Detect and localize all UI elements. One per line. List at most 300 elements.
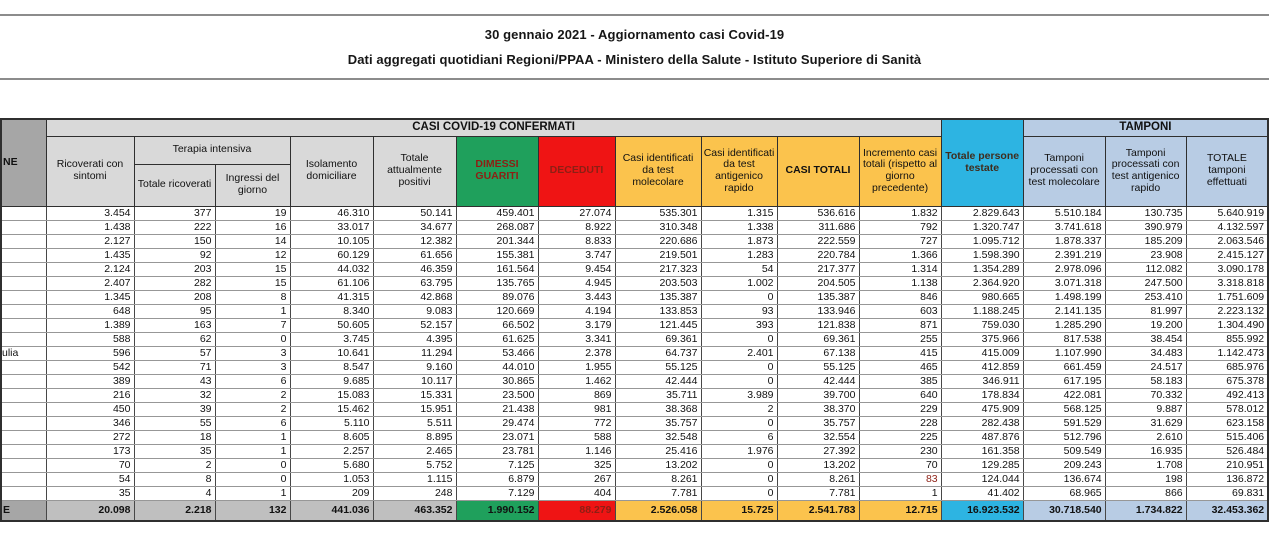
data-cell: 1.188.245 (941, 304, 1023, 318)
data-cell: 29.474 (456, 416, 538, 430)
data-cell: 32.554 (777, 430, 859, 444)
data-cell: 3.341 (538, 332, 615, 346)
data-cell: 817.538 (1023, 332, 1105, 346)
data-cell: 512.796 (1023, 430, 1105, 444)
data-cell: 35 (134, 444, 215, 458)
data-cell: 4.395 (373, 332, 456, 346)
region-label (1, 458, 46, 472)
data-cell: 5.511 (373, 416, 456, 430)
data-cell: 7 (215, 318, 290, 332)
data-cell: 61.106 (290, 276, 373, 290)
data-cell: 204.505 (777, 276, 859, 290)
data-cell: 15.951 (373, 402, 456, 416)
data-cell: 58.183 (1105, 374, 1186, 388)
data-cell: 5.510.184 (1023, 206, 1105, 220)
data-cell: 2.124 (46, 262, 134, 276)
data-cell: 492.413 (1186, 388, 1268, 402)
data-cell: 1.107.990 (1023, 346, 1105, 360)
data-cell: 130.735 (1105, 206, 1186, 220)
data-cell: 53.466 (456, 346, 538, 360)
data-cell: 11.294 (373, 346, 456, 360)
data-cell: 81.997 (1105, 304, 1186, 318)
data-cell: 282 (134, 276, 215, 290)
data-cell: 603 (859, 304, 941, 318)
data-cell: 23.500 (456, 388, 538, 402)
data-cell: 70 (46, 458, 134, 472)
data-cell: 124.044 (941, 472, 1023, 486)
data-cell: 23.908 (1105, 248, 1186, 262)
data-cell: 588 (538, 430, 615, 444)
data-cell: 220.784 (777, 248, 859, 262)
data-cell: 150 (134, 234, 215, 248)
data-cell: 869 (538, 388, 615, 402)
total-row (1, 500, 1268, 521)
data-cell: 6 (701, 430, 777, 444)
data-cell: 1 (215, 430, 290, 444)
data-cell: 228 (859, 416, 941, 430)
total-cell: 16.923.532 (941, 500, 1023, 521)
data-cell: 83 (859, 472, 941, 486)
data-cell: 1.115 (373, 472, 456, 486)
data-cell: 393 (701, 318, 777, 332)
data-cell: 129.285 (941, 458, 1023, 472)
data-cell: 8.922 (538, 220, 615, 234)
region-label (1, 332, 46, 346)
data-cell: 475.909 (941, 402, 1023, 416)
data-cell: 222.559 (777, 234, 859, 248)
data-cell: 2 (134, 458, 215, 472)
data-cell: 66.502 (456, 318, 538, 332)
data-cell: 1.878.337 (1023, 234, 1105, 248)
data-cell: 216 (46, 388, 134, 402)
data-cell: 0 (701, 486, 777, 500)
data-cell: 3.318.818 (1186, 276, 1268, 290)
data-cell: 866 (1105, 486, 1186, 500)
data-cell: 2.415.127 (1186, 248, 1268, 262)
data-cell: 375.966 (941, 332, 1023, 346)
total-cell: 441.036 (290, 500, 373, 521)
data-cell: 39.700 (777, 388, 859, 402)
data-cell: 201.344 (456, 234, 538, 248)
data-cell: 198 (1105, 472, 1186, 486)
total-cell: 1.990.152 (456, 500, 538, 521)
data-cell: 661.459 (1023, 360, 1105, 374)
table-row (1, 486, 1268, 500)
data-cell: 71 (134, 360, 215, 374)
data-cell: 1.283 (701, 248, 777, 262)
data-cell: 272 (46, 430, 134, 444)
data-cell: 161.358 (941, 444, 1023, 458)
data-cell: 203 (134, 262, 215, 276)
data-cell: 8.547 (290, 360, 373, 374)
data-cell: 459.401 (456, 206, 538, 220)
region-label (1, 472, 46, 486)
data-cell: 311.686 (777, 220, 859, 234)
data-cell: 3.179 (538, 318, 615, 332)
data-cell: 759.030 (941, 318, 1023, 332)
data-cell: 222 (134, 220, 215, 234)
region-label: ulia (1, 346, 46, 360)
table-row (1, 416, 1268, 430)
data-cell: 34.677 (373, 220, 456, 234)
total-label: E (1, 500, 46, 521)
data-cell: 155.381 (456, 248, 538, 262)
data-cell: 23.781 (456, 444, 538, 458)
report-subtitle: Dati aggregati quotidiani Regioni/PPAA - Ministero della Salute - Istituto Superiore di Sanità (347, 52, 922, 68)
header-ti-ingressi-giorno: Ingressi del giorno (215, 164, 290, 206)
data-cell: 55.125 (777, 360, 859, 374)
title-band (0, 14, 1269, 80)
data-cell: 346.911 (941, 374, 1023, 388)
data-cell: 536.616 (777, 206, 859, 220)
data-cell: 3.454 (46, 206, 134, 220)
data-cell: 2 (215, 402, 290, 416)
header-incremento-casi: Incremento casi totali (rispetto al giorno precedente) (859, 136, 941, 206)
data-cell: 8.833 (538, 234, 615, 248)
data-cell: 1.751.609 (1186, 290, 1268, 304)
data-cell: 255 (859, 332, 941, 346)
total-cell: 2.526.058 (615, 500, 701, 521)
data-cell: 282.438 (941, 416, 1023, 430)
data-cell: 31.629 (1105, 416, 1186, 430)
data-cell: 33.017 (290, 220, 373, 234)
data-cell: 2.829.643 (941, 206, 1023, 220)
data-cell: 229 (859, 402, 941, 416)
data-cell: 267 (538, 472, 615, 486)
header-deceduti: DECEDUTI (538, 136, 615, 206)
data-cell: 1.462 (538, 374, 615, 388)
data-cell: 450 (46, 402, 134, 416)
data-cell: 1 (859, 486, 941, 500)
data-cell: 2 (215, 388, 290, 402)
data-cell: 8.895 (373, 430, 456, 444)
data-cell: 465 (859, 360, 941, 374)
data-cell: 41.315 (290, 290, 373, 304)
data-cell: 9.887 (1105, 402, 1186, 416)
total-cell: 463.352 (373, 500, 456, 521)
data-cell: 1.389 (46, 318, 134, 332)
data-cell: 0 (215, 458, 290, 472)
data-cell: 19.200 (1105, 318, 1186, 332)
data-cell: 404 (538, 486, 615, 500)
region-label (1, 290, 46, 304)
data-cell: 6 (215, 374, 290, 388)
data-cell: 980.665 (941, 290, 1023, 304)
data-cell: 268.087 (456, 220, 538, 234)
data-cell: 3.090.178 (1186, 262, 1268, 276)
data-cell: 1.976 (701, 444, 777, 458)
total-cell: 30.718.540 (1023, 500, 1105, 521)
data-cell: 591.529 (1023, 416, 1105, 430)
table-row (1, 332, 1268, 346)
data-cell: 3.741.618 (1023, 220, 1105, 234)
data-cell: 1 (215, 486, 290, 500)
data-cell: 685.976 (1186, 360, 1268, 374)
data-cell: 41.402 (941, 486, 1023, 500)
data-cell: 0 (701, 472, 777, 486)
data-cell: 21.438 (456, 402, 538, 416)
data-cell: 136.872 (1186, 472, 1268, 486)
table-row (1, 220, 1268, 234)
data-cell: 772 (538, 416, 615, 430)
data-cell: 24.517 (1105, 360, 1186, 374)
table-row (1, 234, 1268, 248)
data-cell: 1 (215, 444, 290, 458)
data-cell: 12 (215, 248, 290, 262)
data-cell: 64.737 (615, 346, 701, 360)
data-cell: 57 (134, 346, 215, 360)
region-label (1, 486, 46, 500)
total-cell: 2.218 (134, 500, 215, 521)
data-cell: 35.757 (615, 416, 701, 430)
data-cell: 4.945 (538, 276, 615, 290)
data-cell: 52.157 (373, 318, 456, 332)
total-cell: 132 (215, 500, 290, 521)
data-cell: 1.955 (538, 360, 615, 374)
data-cell: 415 (859, 346, 941, 360)
data-cell: 346 (46, 416, 134, 430)
data-cell: 46.359 (373, 262, 456, 276)
data-cell: 5.752 (373, 458, 456, 472)
data-cell: 44.010 (456, 360, 538, 374)
data-cell: 217.377 (777, 262, 859, 276)
data-cell: 596 (46, 346, 134, 360)
data-cell: 13.202 (615, 458, 701, 472)
data-cell: 385 (859, 374, 941, 388)
table-row (1, 458, 1268, 472)
data-cell: 5.640.919 (1186, 206, 1268, 220)
data-cell: 18 (134, 430, 215, 444)
data-cell: 1.095.712 (941, 234, 1023, 248)
data-cell: 377 (134, 206, 215, 220)
data-cell: 23.071 (456, 430, 538, 444)
data-cell: 253.410 (1105, 290, 1186, 304)
data-cell: 70 (859, 458, 941, 472)
data-cell: 6.879 (456, 472, 538, 486)
data-cell: 3.071.318 (1023, 276, 1105, 290)
data-cell: 61.625 (456, 332, 538, 346)
total-cell: 2.541.783 (777, 500, 859, 521)
data-cell: 173 (46, 444, 134, 458)
data-cell: 1.002 (701, 276, 777, 290)
data-cell: 648 (46, 304, 134, 318)
data-cell: 9.685 (290, 374, 373, 388)
table-row (1, 472, 1268, 486)
data-cell: 1.354.289 (941, 262, 1023, 276)
data-cell: 69.831 (1186, 486, 1268, 500)
data-cell: 2.401 (701, 346, 777, 360)
data-cell: 209.243 (1023, 458, 1105, 472)
data-cell: 55 (134, 416, 215, 430)
data-cell: 15.083 (290, 388, 373, 402)
table-row (1, 402, 1268, 416)
region-label (1, 220, 46, 234)
data-cell: 8.340 (290, 304, 373, 318)
data-cell: 2.257 (290, 444, 373, 458)
data-cell: 12.382 (373, 234, 456, 248)
table-row (1, 318, 1268, 332)
data-cell: 35.757 (777, 416, 859, 430)
data-cell: 10.117 (373, 374, 456, 388)
data-cell: 640 (859, 388, 941, 402)
data-cell: 588 (46, 332, 134, 346)
table-row (1, 248, 1268, 262)
data-cell: 10.641 (290, 346, 373, 360)
data-cell: 15 (215, 262, 290, 276)
header-ricoverati-con-sintomi: Ricoverati con sintomi (46, 136, 134, 206)
data-cell: 2.978.096 (1023, 262, 1105, 276)
data-cell: 2 (701, 402, 777, 416)
data-cell: 509.549 (1023, 444, 1105, 458)
data-cell: 1.053 (290, 472, 373, 486)
data-cell: 42.868 (373, 290, 456, 304)
data-cell: 225 (859, 430, 941, 444)
data-cell: 727 (859, 234, 941, 248)
data-cell: 7.781 (615, 486, 701, 500)
header-casi-test-antigenico: Casi identificati da test antigenico rapido (701, 136, 777, 206)
data-cell: 208 (134, 290, 215, 304)
total-cell: 12.715 (859, 500, 941, 521)
data-cell: 2.063.546 (1186, 234, 1268, 248)
data-cell: 19 (215, 206, 290, 220)
data-cell: 61.656 (373, 248, 456, 262)
table-row (1, 346, 1268, 360)
data-cell: 5.680 (290, 458, 373, 472)
data-cell: 42.444 (615, 374, 701, 388)
data-cell: 9.160 (373, 360, 456, 374)
data-cell: 8.261 (615, 472, 701, 486)
data-cell: 3.747 (538, 248, 615, 262)
data-cell: 68.965 (1023, 486, 1105, 500)
data-cell: 1.498.199 (1023, 290, 1105, 304)
data-cell: 3.745 (290, 332, 373, 346)
table-row (1, 430, 1268, 444)
data-cell: 0 (701, 332, 777, 346)
header-tamponi-molecolare: Tamponi processati con test molecolare (1023, 136, 1105, 206)
data-cell: 121.445 (615, 318, 701, 332)
data-cell: 46.310 (290, 206, 373, 220)
data-cell: 526.484 (1186, 444, 1268, 458)
data-cell: 120.669 (456, 304, 538, 318)
data-cell: 14 (215, 234, 290, 248)
data-cell: 981 (538, 402, 615, 416)
data-cell: 8 (215, 290, 290, 304)
table-row (1, 360, 1268, 374)
data-cell: 617.195 (1023, 374, 1105, 388)
header-group-tamponi: TAMPONI (1023, 119, 1268, 136)
data-cell: 247.500 (1105, 276, 1186, 290)
data-cell: 34.483 (1105, 346, 1186, 360)
data-cell: 209 (290, 486, 373, 500)
data-cell: 1 (215, 304, 290, 318)
table-body (1, 206, 1268, 500)
data-cell: 42.444 (777, 374, 859, 388)
data-cell: 10.105 (290, 234, 373, 248)
data-cell: 230 (859, 444, 941, 458)
data-cell: 135.765 (456, 276, 538, 290)
data-cell: 178.834 (941, 388, 1023, 402)
data-cell: 133.853 (615, 304, 701, 318)
data-cell: 35 (46, 486, 134, 500)
data-cell: 9.454 (538, 262, 615, 276)
data-cell: 15.462 (290, 402, 373, 416)
data-cell: 121.838 (777, 318, 859, 332)
total-cell: 88.279 (538, 500, 615, 521)
data-cell: 27.392 (777, 444, 859, 458)
data-cell: 3 (215, 360, 290, 374)
data-cell: 1.314 (859, 262, 941, 276)
data-cell: 7.129 (456, 486, 538, 500)
data-cell: 0 (701, 416, 777, 430)
data-cell: 135.387 (615, 290, 701, 304)
data-cell: 1.338 (701, 220, 777, 234)
data-cell: 89.076 (456, 290, 538, 304)
data-cell: 32 (134, 388, 215, 402)
data-cell: 4.194 (538, 304, 615, 318)
data-cell: 67.138 (777, 346, 859, 360)
data-cell: 60.129 (290, 248, 373, 262)
data-cell: 1.320.747 (941, 220, 1023, 234)
data-cell: 15 (215, 276, 290, 290)
data-cell: 389 (46, 374, 134, 388)
data-cell: 54 (46, 472, 134, 486)
data-cell: 62 (134, 332, 215, 346)
table-row (1, 262, 1268, 276)
data-cell: 515.406 (1186, 430, 1268, 444)
data-cell: 13.202 (777, 458, 859, 472)
data-cell: 412.859 (941, 360, 1023, 374)
data-cell: 4.132.597 (1186, 220, 1268, 234)
data-cell: 135.387 (777, 290, 859, 304)
data-cell: 7.125 (456, 458, 538, 472)
data-cell: 0 (215, 472, 290, 486)
data-cell: 1.438 (46, 220, 134, 234)
data-cell: 2.223.132 (1186, 304, 1268, 318)
data-cell: 27.074 (538, 206, 615, 220)
data-cell: 30.865 (456, 374, 538, 388)
data-cell: 2.610 (1105, 430, 1186, 444)
data-cell: 1.138 (859, 276, 941, 290)
data-cell: 95 (134, 304, 215, 318)
region-label (1, 374, 46, 388)
data-cell: 210.951 (1186, 458, 1268, 472)
table-row (1, 206, 1268, 220)
data-cell: 578.012 (1186, 402, 1268, 416)
data-cell: 161.564 (456, 262, 538, 276)
data-cell: 792 (859, 220, 941, 234)
header-regione: NE (1, 119, 46, 206)
data-cell: 325 (538, 458, 615, 472)
header-dimessi-guariti: DIMESSI GUARITI (456, 136, 538, 206)
header-isolamento-domiciliare: Isolamento domiciliare (290, 136, 373, 206)
data-cell: 1.873 (701, 234, 777, 248)
data-cell: 1.832 (859, 206, 941, 220)
data-cell: 2.391.219 (1023, 248, 1105, 262)
data-cell: 0 (701, 374, 777, 388)
data-cell: 50.141 (373, 206, 456, 220)
region-label (1, 206, 46, 220)
data-cell: 92 (134, 248, 215, 262)
data-cell: 0 (701, 360, 777, 374)
data-cell: 1.345 (46, 290, 134, 304)
data-cell: 1.598.390 (941, 248, 1023, 262)
data-cell: 55.125 (615, 360, 701, 374)
data-cell: 390.979 (1105, 220, 1186, 234)
data-cell: 38.370 (777, 402, 859, 416)
data-cell: 1.304.490 (1186, 318, 1268, 332)
data-cell: 44.032 (290, 262, 373, 276)
data-cell: 16 (215, 220, 290, 234)
